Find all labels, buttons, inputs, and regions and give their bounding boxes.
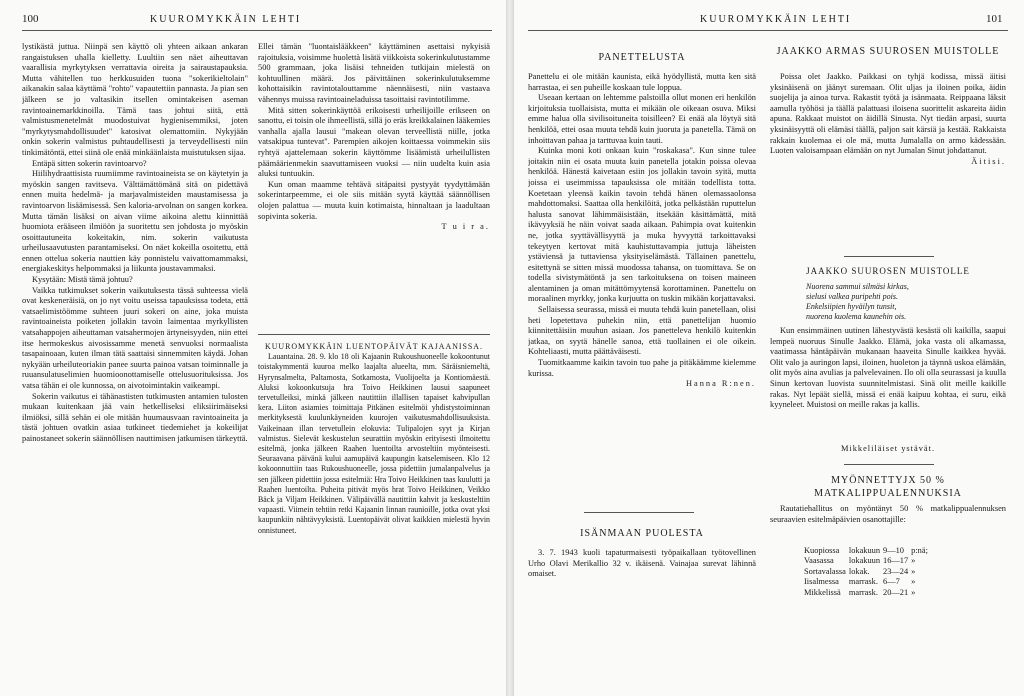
obituary-notice — [528, 548, 756, 628]
memorial-text — [770, 326, 1006, 442]
section-title: JAAKKO ARMAS SUUROSEN MUISTOLLE — [776, 46, 1000, 57]
table-cell: 9—10 — [883, 546, 904, 555]
article-column-2 — [258, 42, 490, 332]
running-head: KUUROMYKKÄIN LEHTI — [700, 14, 852, 25]
poem-line: sielusi valkea puripehti pois. — [806, 292, 898, 301]
left-page — [0, 0, 506, 696]
paragraph: Poissa olet Jaakko. Paikkasi on tyhjä kodissa, missä äitisi yksinäisenä on jäänyt suremaan. Olit uljas ja iloinen poika, äidin suojelija ja ainoa turva. Rakastit työtä ja isänmaata. Reippaana läksit aamulla työhösi ja täällä palattuasi iloisena suorittelit askareita äidin apuna. Rakkaat muistot on äidillä Sinusta. Nyt tiedän arpasi, suurta yksinäisyyttä oli elämäsi täällä, paljon sait kärsiä ja kestää. Rakkaista rakkain kuolemaa ei ole mä, mutta Jumalalla on armo kädessään. Luoten valoisampaan elämään on nyt Jumalan Sinut johdattanut. — [770, 72, 1006, 156]
section-rule — [844, 256, 934, 257]
paragraph: Rautatiehallitus on myöntänyt 50 % matkalippualennuksen seuraavien esitelmäpäivien osanottajille: — [770, 504, 1006, 524]
poem-line: Nuorena sammui silmäsi kirkas, — [806, 282, 909, 291]
table-cell: 20—21 — [883, 587, 909, 597]
header-rule — [22, 30, 492, 31]
paragraph: Panettelu ei ole mitään kaunista, eikä hyödyllistä, mutta ken sitä harrastaa, ei sen puheille koskaan tule loppua. — [528, 72, 756, 92]
table-cell: Vaasassa — [804, 556, 834, 566]
page-number: 101 — [986, 13, 1003, 25]
paragraph: lystikästä juttua. Niinpä sen käyttö oli yhteen aikaan ankaran rangaistuksen uhalla kielletty. Luultiin sen näet aiheuttavan vaarallisia myrkytyksen verrattavia oireita ja sairaustapauksia. Mutta vähitellen tuo herkkusuiden tuona "sokerikieltolain" aikanakin salaa käyttämä "rohto" vapautettiin pannasta. Ja pian sen jälkeen se jo valtasikin itsellen omintakeisen aseman ravintoainemarkkinoilla. Tämä taas johtui siitä, että valmistusmenetelmät muodostuivat hygienisemmiksi, joten "myrkytysmahdollisuudet" katosivat olemattomiin. Nykyjään onkin sokerin valmistus puhtaudellisesti ja terveydellisesti niin tinkimätöntä, ettei siinä ole enää minkäänlaista muistutuksen sijaa. — [22, 42, 248, 157]
table-row — [804, 546, 931, 556]
table-cell: Kuopiossa — [804, 546, 840, 555]
section-title: ISÄNMAAN PUOLESTA — [580, 528, 704, 539]
paragraph: Mitä sitten sokerinkäyttöä erikoisesti urheilijoille erikseen on sanottu, ei toisin ole ihmeellistä, sillä jo eräs kreikkalainen lääkemies vanhalla ajalla lausui "makean olevan terveellistä niille, jotka vatsakipua tuntevat". Parempien aikojen koittaessa voimmekin siis ryhtyä ajattelemaan sokerin käyttömme lisäämistä urheilullisten päämäärienmekin saavuttamiseen vuoksi — niin uudelta kuin asia aluksi tuntuukin. — [258, 105, 490, 179]
section-rule — [844, 464, 934, 465]
discount-intro — [770, 504, 1006, 544]
poem-line: nuorena kuolema kaunehin ois. — [806, 312, 907, 321]
right-page — [514, 0, 1024, 696]
table-cell: lokakuun — [848, 556, 881, 566]
discount-table — [804, 546, 931, 598]
section-rule — [584, 512, 694, 513]
article-signature: T u i r a. — [441, 222, 490, 232]
page-gutter — [506, 0, 514, 696]
article-column-1 — [22, 42, 248, 682]
table-cell: lokak. — [848, 566, 870, 576]
table-cell: 6—7 — [883, 577, 900, 587]
paragraph: Kun oman maamme tehtävä sitäpaitsi pystyyät tyydyttämään sokerintarpeemme, ei ole siis mitään syytä käyttää säännöllisen olojen palattua — muuta kuin kotimaista, hinnaltaan ja laadultaan sopivinta sokeria. — [258, 179, 490, 221]
table-row — [804, 556, 931, 566]
paragraph: Vaikka tutkimukset sokerin vaikutuksesta tässä suhteessa vielä ovat keskeneräisiä, on jo nyt voitu useissa tapauksissa todeta, että vatsaelimistöömme suhteen juuri sokeri on aine, joka muista ravintoaineista poiketen jollakin tavoin laimentaa myrkyllisten vatsahappojen aiheuttaman vatsahermojen ärtyneisyyden, niin ettei itse hermokeskus aivosissamme menetä senvuoksi normaalista tasapainoaan, kuten ilman tätä saattaisi sinnemmiten käydä. Johan nykyään urheiluteoriakin panee suurta painoa vatsan toiminnalle ja ruuansulatuselimien huomioonottamiselle ottelusuorituksissa. Jos vatsa tähän ei ole kunnossa, on aivotoimintakin vaikeampi. — [22, 285, 248, 390]
poem-line: Enkelsiipien hyväilyn tunsit, — [806, 302, 897, 311]
section-title: PANETTELUSTA — [598, 52, 686, 63]
paragraph: Sokerin vaikutus ei tähänastisten tutkimusten antamien tulosten mukaan kuitenkaan jää vain hetkelliseksi eliksiirimäiseksi ilmiöksi, sillä sehän ei ole mitään huumausvaan ravintoaineita ja tästä johtuen ovatkin asiaa tutkineet tiedemiehet ja kokeilijat painostaneet sokerin säännöllisen nauttimisen jatkumisen tärkeyttä. — [22, 391, 248, 443]
paragraph: Entäpä sitten sokerin ravintoarvo? — [32, 158, 147, 168]
table-cell: marrask. — [848, 577, 878, 587]
news-item — [258, 342, 490, 688]
memorial-signature — [770, 444, 1006, 458]
table-cell: » — [911, 587, 916, 597]
table-cell: » — [911, 556, 916, 566]
section-rule — [258, 334, 490, 335]
table-cell: lokakuun — [848, 546, 881, 555]
section-title: MYÖNNETTYJX 50 % MATKALIPPUALENNUKSIA — [814, 475, 962, 499]
page-number: 100 — [22, 13, 39, 25]
table-row — [804, 577, 931, 587]
paragraph: Kysytään: Mistä tämä johtuu? — [32, 275, 133, 285]
table-cell: 23—24 — [883, 566, 909, 576]
paragraph: Hiilihydraattisista ruumiimme ravintoaineista se on käytetyin ja myöskin sangen ravitseva. Välttämättömänä sitä on pidettävä ennen muita hedelmä- ja marjavalmisteiden maustamisessa ja ravintoarvon lisäämisessä. Sen kaloria-arvolnan on sangen korkea. Mutta tämän lisäksi on aivan viime aikoina alettu kiinnittää huomiota erääseen ilmiöön ja suoritettu sen johdosta jo myöskin osoittautuneita kokeitakin, nim. sokerin vaikutusta urheilusaavutusten parantamiseksi. On näet kokeilla osoitettu, että ennen ottelua sokeria nauttien käy ponnistelu vaivattomammaksi, energiakeskitys helpommaksi ja liikunta joustavammaksi. — [22, 169, 248, 274]
table-cell: » — [911, 566, 916, 576]
memorial-poem — [806, 282, 996, 322]
table-cell: Mikkelissä — [804, 587, 841, 597]
paragraph: Kuinka moni koti onkaan kuin "roskakasa". Kun sinne tulee joitakin niin ei osata muuta kuin panetella jotakin poissa olevaa henkilöä. Hänestä kaivetaan esiin jos jollakin tavoin syitä, mutta joissa ei useimmissa tapauksissa ole mitään todellista totta. Koetetaan yleensä kaikin tavoin tehdä hänen olemassaolonsa mahdottomaksi. Saattaa olla henkilöitä, jotka pelkästään ruputtelun halusta sanovat lähimmäisistään, itsekään käsittämättä, mitä ikävyyksiä he näin voivat saada aikaan. Pahimpia ovat kuitenkin ne, jotka syyttävällisyyttä ja muka hyvyyttä tarkoittavaksi tekeytyen kertovat mitä kauhistuttavampia juttuja läheisten ystäviensä ja tuttaviensa yksityiselämästä. Tällainen panettelu, esitettynä se sitten missä muodossa tahansa, on tuomittava. Se on todella sivistymätöntä ja sen tarkoituksena on toisen maineen alentaminen ja oman mitättömyytensä korottaminen. Panettelu on moraalinen myrkky, jonka kurjuutta on tuskin mikään korjattavaksi. — [528, 146, 756, 304]
table-cell: » — [911, 577, 916, 587]
article-signature: Äitisi. — [971, 156, 1006, 166]
table-cell: Iisalmessa — [804, 577, 839, 587]
header-rule — [528, 30, 1008, 31]
running-head: KUUROMYKKÄIN LEHTI — [150, 14, 302, 25]
memorial-article — [770, 72, 1006, 250]
table-row — [804, 567, 931, 577]
table-row — [804, 588, 931, 598]
poem-title: JAAKKO SUUROSEN MUISTOLLE — [806, 266, 970, 276]
table-cell: Sortavalassa — [804, 566, 846, 576]
paragraph: Ellei tämän "luontaislääkkeen" käyttäminen asettaisi nykyisiä rajoituksia, voisimme huolettà lisätä viikkoista sokerinkulutustamme 500 grammaan, joka lisäisi tehneiden tutkijain mielestä on kohtuullinen määrä. Jos päivittäinen sokerinkulutuksemme kohottaisikin ravintotalouttamme näennäisesti, niin vastaava vähennys muissa ravintoaineladuissa tasoittaisi ravintotilimme. — [258, 42, 490, 104]
article-panettelusta — [528, 72, 756, 504]
article-signature: Hanna R:nen. — [685, 379, 756, 389]
paragraph: 3. 7. 1943 kuoli tapaturmaisesti työpaikallaan työtovellinen Urho Olavi Merikallio 32 v. ikäisenä. Vainajaa surevat lähinnä omaiset. — [528, 548, 756, 579]
table-cell: 16—17 — [883, 556, 909, 566]
table-cell: p:nä; — [911, 546, 928, 555]
paragraph: Kun ensimmäinen uutinen lähestyvästä kesästä oli kaikilla, saapui lempeä nuoruus Sinulle Jaakko. Elämä, joka vasta oli alkamassa, vaatimassa häntäpäivän mukanaan haaveita Sinulle kaikkea hyvää. Olit valo ja auringon lapsi, iloinen, huoleton ja täynnä uskoa elämään, olit myös aina avulias ja palvelevainen. Ilo oli olla seurassasi ja kuulla Sinun kertovan luovista suunnitelmistasi. Sinä olit meille kaikille rakas. Nyt lepäät siellä, missä ei enää kaipuu kohtaa, ei suru, eikä kyyneleet. Muistosi on meille rakas ja kallis. — [770, 326, 1006, 410]
news-heading: KUUROMYKKÄIN LUENTOPÄIVÄT KAJAANISSA. — [265, 342, 483, 351]
paragraph: Tuomitkaamme kaikin tavoin tuo pahe ja pitäkäämme kielemme kurissa. — [528, 358, 756, 378]
table-cell: marrask. — [848, 587, 878, 597]
article-signature: Mikkeliläiset ystävät. — [840, 444, 936, 453]
paragraph: Useaan kertaan on lehtemme palstoilla ollut monen eri henkilön kirjoituksia tuollaisista, mutta ei mikään ole oikeaan osuva. Miksi emme halua olla sivilisoituneita toisilleen? Ei enää ala löytyä sitä henkilöä, ettei osaa muuta tehdä kuin juoruta ja panetella. Tämä on inhoittavan pahaa ja tarttuvaa kuin tauti. — [528, 93, 756, 145]
news-text: Lauantaina. 28. 9. klo 18 oli Kajaanin Rukoushuoneelle kokoontunut toistakymmentä kuuroa melko laajalta alueelta, mm. Säräisniemeltä, Hyrynsalmelta, Paltamosta, Sotkamosta, Vuolijoelta ja Kontiomäestä. Aluksi kokoonkutsuja hra Toivo Heikkinen lausui saapuneet tervetulleiksi, minkä jälkeen nautittiin illallisen tapaiset kahvipullan kera. Liiton asiamies toimittaja Pitkänen esitelmöi yhdistystoiminnan merkityksestä kuulunkäyneiden kuurojen vaikutusmahdollisuuksista. Vaikeinaan illan tervetullein elokuvia: Tulipalojen syyt ja Kirjan valmistus. Sielevät keskustelun seurattiin myöskin erityisesti ilmoitettu esitelmä, jonka jälkeen Raahen luentoilta arvosteltiin myönteisesti. Seuraavana päivänä kului aamupäivä kaupungin katselemiseen. Klo 12 kokoonnuttiin taas Rukoushuoneelle, jossa pidettiin jumalanpalvelus ja sen jälkeen pidettiin jossa esitelmiä: Hra Toivo Heikkinen taas kuulutti ja Raahen luentoilta. Puheita pitivät myös hrat Toivo Heikkinen, Veikko Bäck ja Viljam Heikkinen. Välipäivällä nautittiin kahvit ja keskusteltiin vapaasti. Viimein tehtiin retki Kajaanin linnan raunioille, jotka ovat yksi kaupunkiin nähtävyyksistä. Luentopäivät olivat kaikkien mielestä hyvin onnistuneet. — [258, 352, 490, 535]
paragraph: Sellaisessa seurassa, missä ei muuta tehdä kuin panetellaan, olisi heti lopetettava puhekin niin, että panettelijan huomio kiinnitettäisiin muuhun asiaan. Jos panetteleva henkilö kuitenkin jatkaa, on syytä hänelle sanoa, että tuollainen ei ole oikein. Kohteliaasti, mutta päättäväisesti. — [528, 305, 756, 357]
